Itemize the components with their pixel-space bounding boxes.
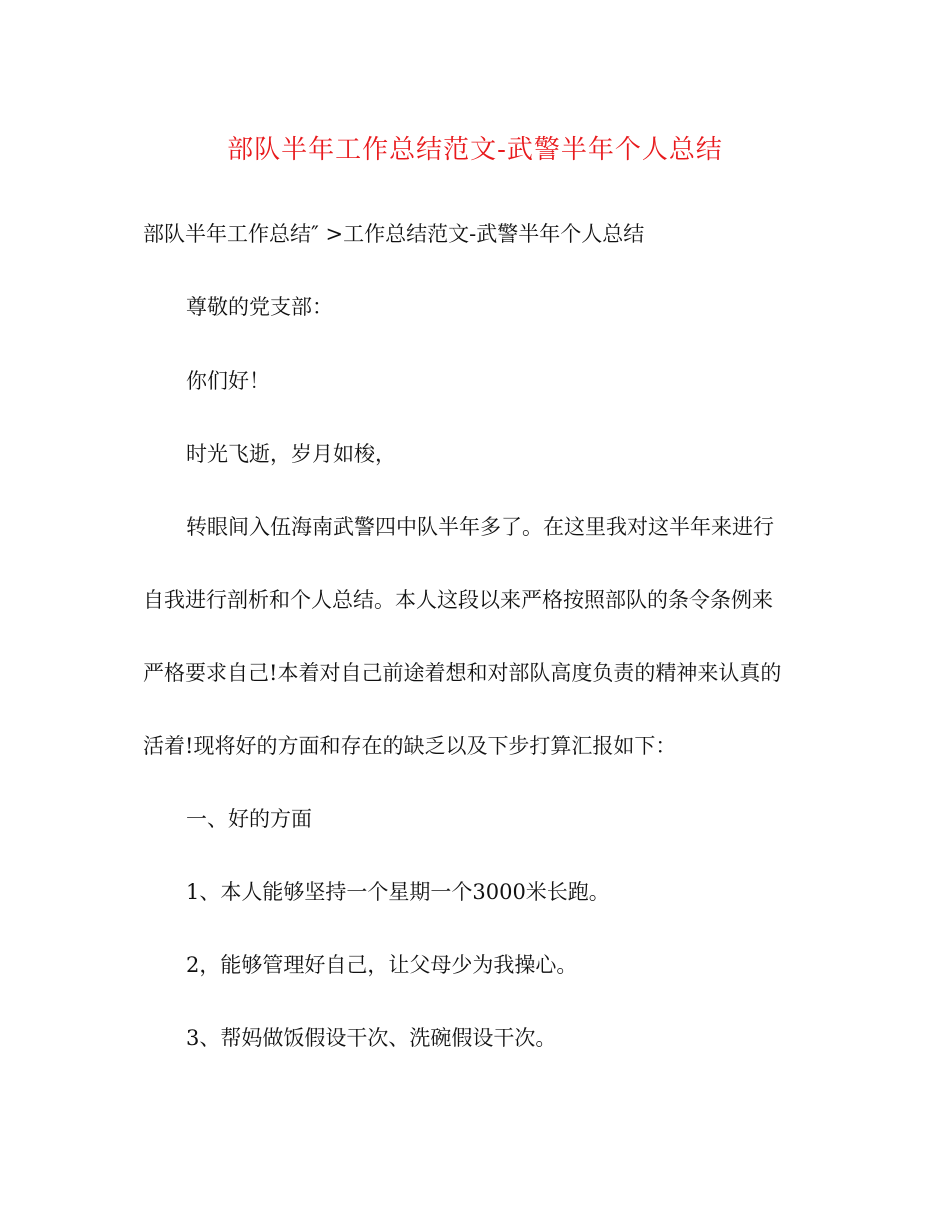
paragraph: 活着!现将好的方面和存在的缺乏以及下步打算汇报如下： [143, 734, 677, 758]
paragraph: 转眼间入伍海南武警四中队半年多了。在这里我对这半年来进行 [186, 515, 774, 539]
section-heading: 一、好的方面 [186, 807, 312, 831]
paragraph: 严格要求自己!本着对自己前途着想和对部队高度负责的精神来认真的 [143, 661, 782, 685]
list-item: 3、帮妈做饭假设干次、洗碗假设干次。 [186, 1026, 557, 1050]
list-item: 2，能够管理好自己，让父母少为我操心。 [186, 953, 578, 977]
subtitle-line: 部队半年工作总结″ >工作总结范文-武警半年个人总结 [143, 222, 645, 246]
list-item: 1、本人能够坚持一个星期一个3000米长跑。 [186, 880, 610, 904]
greeting: 你们好！ [186, 369, 270, 393]
document-title: 部队半年工作总结范文-武警半年个人总结 [227, 135, 723, 165]
paragraph: 自我进行剖析和个人总结。本人这段以来严格按照部队的条令条例来 [143, 588, 773, 612]
salutation: 尊敬的党支部： [186, 295, 333, 319]
paragraph: 时光飞逝，岁月如梭， [186, 442, 396, 466]
